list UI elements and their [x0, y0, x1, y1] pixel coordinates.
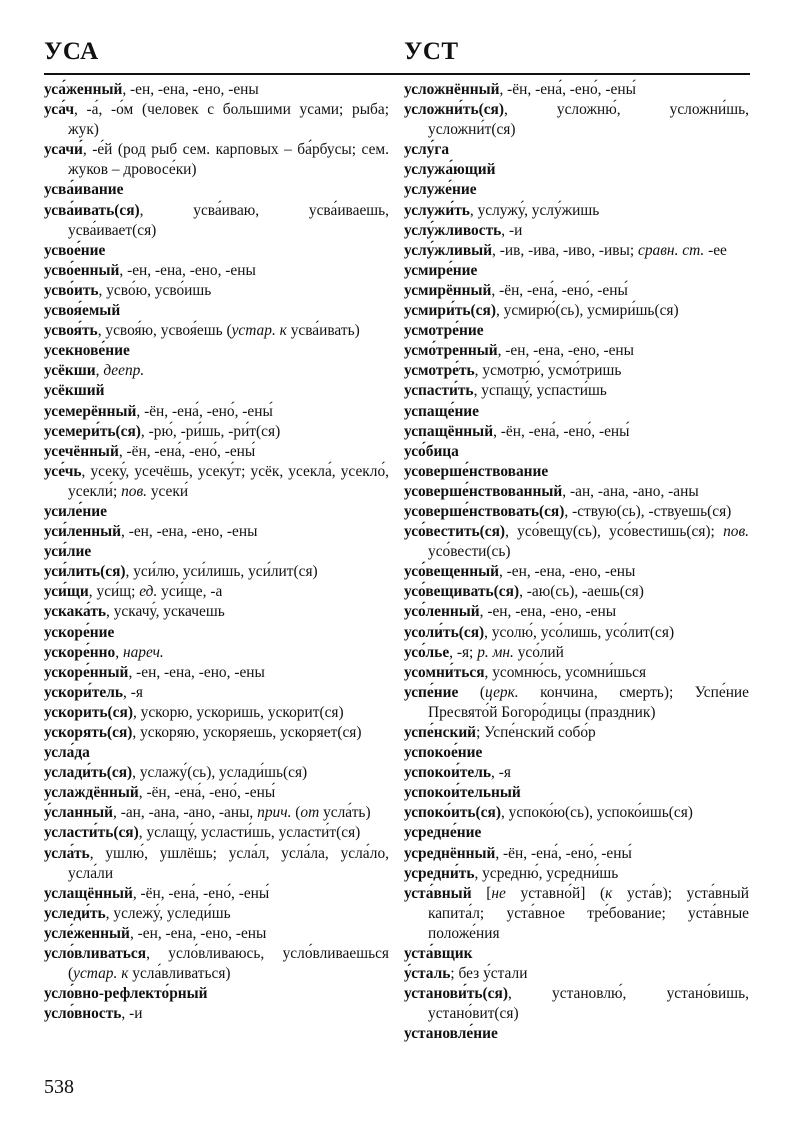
- headword: усечённый: [44, 442, 119, 460]
- entry-text: , -а́, -о́м (человек с большими усами; рыба; жук): [68, 101, 389, 139]
- entry-text: кончина, смерть); Успе́ние Пресвято́й Богоро́дицы (праздник): [428, 683, 749, 721]
- dictionary-entry: [44, 422, 389, 442]
- dictionary-entry: [44, 321, 389, 341]
- headword: уси́щи: [44, 583, 89, 601]
- entry-text: , усложню́, усложни́шь, усложни́т(ся): [428, 101, 749, 139]
- grammar-note: р. мн.: [477, 643, 514, 661]
- dictionary-entry: [404, 663, 749, 683]
- entry-text: , -ен, -ена, -ено, -ены: [498, 563, 636, 581]
- running-head-right: УСТ: [404, 38, 459, 65]
- headword: ускоре́нно: [44, 643, 116, 661]
- headword: усмирённый: [404, 281, 492, 299]
- headword: установле́ние: [404, 1025, 498, 1043]
- dictionary-entry: [404, 281, 749, 301]
- headword: успаще́ние: [404, 402, 480, 420]
- dictionary-entry: [404, 522, 749, 562]
- dictionary-entry: [404, 160, 749, 180]
- headword: успокое́ние: [404, 744, 483, 762]
- entry-text: , ускоряю, ускоряешь, ускоряет(ся): [132, 724, 362, 741]
- dictionary-entry: [44, 783, 389, 803]
- headword: усмо́тренный: [404, 342, 498, 360]
- dictionary-entry: [44, 80, 389, 100]
- grammar-note: пов.: [723, 523, 749, 541]
- dictionary-entry: [404, 1024, 749, 1044]
- entry-text: , -ён, -ена́, -ено́, -ены́: [491, 281, 628, 299]
- headword: усвое́ние: [44, 241, 106, 259]
- headword: усемерённый: [44, 402, 137, 420]
- entry-text: уставно́й] (: [505, 884, 606, 902]
- dictionary-entry: [44, 663, 389, 683]
- entry-text: , -и: [501, 221, 523, 239]
- headword: успокои́тель: [404, 764, 492, 782]
- dictionary-entry: [404, 482, 749, 502]
- grammar-note: деепр.: [103, 362, 145, 380]
- entry-text: усла́вливаться): [128, 965, 231, 983]
- dictionary-entry: [44, 844, 389, 884]
- dictionary-entry: [404, 884, 749, 944]
- entry-text: , -ен, -ена, -ено, -ены: [497, 342, 635, 360]
- entry-text: , -рю́, -ри́шь, -ри́т(ся): [140, 422, 281, 440]
- headword: уста́вщик: [404, 945, 473, 963]
- entry-text: , усредню́, усредни́шь: [474, 864, 619, 882]
- headword: усвоя́емый: [44, 302, 121, 320]
- dictionary-entry: [404, 341, 749, 361]
- headword: услужи́ть: [404, 201, 470, 219]
- dictionary-entry: [404, 462, 749, 482]
- entry-text: , услежу́, уследи́шь: [105, 904, 231, 922]
- headword: услу́жливый: [404, 241, 493, 259]
- entry-text: , уси́лю, уси́лишь, уси́лит(ся): [125, 563, 318, 581]
- grammar-note: сравн. ст.: [638, 241, 705, 259]
- entry-text: , ушлю́, ушлёшь; усла́л, усла́ла, усла́ло, усла́ли: [68, 844, 389, 882]
- headword: уса́ч: [44, 101, 74, 119]
- headword: усо́вещивать(ся): [404, 583, 520, 601]
- headword: усе́чь: [44, 462, 82, 480]
- entry-text: , -ён, -ена́, -ено́, -ены́: [499, 81, 636, 98]
- dictionary-entry: [44, 643, 389, 663]
- headword: ускоре́нный: [44, 663, 129, 681]
- entry-text: , услужу́, услу́жишь: [469, 201, 600, 219]
- entry-text: усва́ивать): [286, 322, 360, 340]
- dictionary-entry: [404, 623, 749, 643]
- dictionary-entry: [44, 180, 389, 200]
- dictionary-entry: [44, 743, 389, 763]
- entry-text: , -ен, -ена, -ено, -ены: [122, 81, 259, 98]
- entry-text: , усло́вливаюсь, усло́вливаешься (: [68, 945, 389, 983]
- dictionary-entry: [404, 241, 749, 261]
- dictionary-entry: [404, 321, 749, 341]
- headword: ускори́тель: [44, 683, 124, 701]
- entry-text: , -и: [121, 1005, 143, 1023]
- dictionary-entry: [44, 100, 389, 140]
- headword: усва́ивание: [44, 181, 124, 199]
- entry-text: , усмотрю́, усмо́тришь: [474, 362, 622, 380]
- headword: успе́ние: [404, 683, 459, 701]
- entry-text: ; без у́стали: [450, 965, 528, 983]
- headword: ускоре́ние: [44, 623, 115, 641]
- headword: усачи́: [44, 141, 83, 159]
- entry-text: , -я: [123, 683, 143, 701]
- entry-text: , -ен, -ена, -ено, -ены: [129, 924, 267, 942]
- header-rule: [44, 73, 750, 75]
- headword: усво́енный: [44, 261, 120, 279]
- headword: усо́вестить(ся): [404, 523, 506, 541]
- headword: услащённый: [44, 884, 133, 902]
- right-column: [404, 80, 749, 1045]
- headword: усредне́ние: [404, 824, 482, 842]
- entry-text: , усмирю́(сь), усмири́шь(ся): [495, 302, 679, 320]
- headword: усредни́ть: [404, 864, 475, 882]
- entry-text: , -ён, -ена́, -ено́, -ены́: [138, 784, 276, 802]
- dictionary-entry: [404, 803, 749, 823]
- headword: усо́лье: [404, 643, 450, 661]
- dictionary-entry: [44, 582, 389, 602]
- entry-text: уси́ще, -а: [157, 583, 223, 601]
- headword: услади́ть(ся): [44, 764, 133, 782]
- headword: усложни́ть(ся): [404, 101, 505, 119]
- headword: усво́ить: [44, 281, 99, 299]
- headword: усёкши: [44, 362, 96, 380]
- entry-text: ,: [95, 362, 104, 380]
- entry-text: , успащу́, успасти́шь: [473, 382, 607, 400]
- headword: уси́ленный: [44, 523, 122, 541]
- entry-text: , успоко́ю(сь), успоко́ишь(ся): [500, 804, 693, 822]
- dictionary-entry: [404, 361, 749, 381]
- dictionary-entry: [44, 140, 389, 180]
- grammar-note: от: [300, 804, 320, 822]
- headword: усмотре́ть: [404, 362, 475, 380]
- dictionary-entry: [404, 763, 749, 783]
- headword: усемери́ть(ся): [44, 422, 141, 440]
- headword: усмире́ние: [404, 261, 478, 279]
- dictionary-entry: [44, 1004, 389, 1024]
- headword: усва́ивать(ся): [44, 201, 140, 219]
- dictionary-entry: [404, 562, 749, 582]
- headword: у́сланный: [44, 804, 114, 822]
- dictionary-entry: [44, 261, 389, 281]
- headword: усоверше́нствовать(ся): [404, 502, 565, 520]
- entry-text: , -ён, -ена́, -ено́, -ены́: [136, 402, 273, 420]
- dictionary-entry: [404, 643, 749, 663]
- dictionary-entry: [44, 703, 389, 723]
- dictionary-entry: [404, 964, 749, 984]
- entry-text: , услажу́(сь), услади́шь(ся): [132, 764, 308, 782]
- headword: уста́вный: [404, 884, 472, 902]
- dictionary-entry: [404, 301, 749, 321]
- headword: услу́га: [404, 141, 450, 159]
- headword: ускорить(ся): [44, 703, 133, 721]
- dictionary-entry: [404, 602, 749, 622]
- dictionary-entry: [404, 783, 749, 803]
- entry-text: , ускачу́, ускачешь: [106, 603, 225, 621]
- dictionary-entry: [404, 402, 749, 422]
- dictionary-entry: [44, 241, 389, 261]
- entry-text: , усо́вещу(сь), усо́вестишь(ся);: [505, 523, 724, 541]
- headword: усмотре́ние: [404, 322, 484, 340]
- dictionary-entry: [404, 743, 749, 763]
- entry-text: , ускорю, ускоришь, ускорит(ся): [132, 703, 344, 721]
- headword: усоверше́нствованный: [404, 482, 563, 500]
- entry-text: усо́лий: [513, 643, 564, 661]
- headword: усло́вность: [44, 1005, 122, 1023]
- entry-text: , усомню́сь, усомни́шься: [484, 663, 647, 681]
- headword: успасти́ть: [404, 382, 474, 400]
- headword: ускорять(ся): [44, 724, 133, 741]
- left-column: [44, 80, 389, 1024]
- grammar-note: ед.: [139, 583, 158, 601]
- running-head-left: УСА: [44, 38, 99, 65]
- dictionary-entry: [44, 381, 389, 401]
- dictionary-entry: [404, 140, 749, 160]
- headword: услужа́ющий: [404, 161, 496, 179]
- headword: уса́женный: [44, 81, 123, 98]
- dictionary-entry: [44, 763, 389, 783]
- headword: уследи́ть: [44, 904, 106, 922]
- dictionary-entry: [44, 502, 389, 522]
- dictionary-entry: [44, 623, 389, 643]
- entry-text: , -ен, -ена, -ено, -ены: [479, 603, 617, 621]
- headword: усо́бица: [404, 442, 459, 460]
- dictionary-entry: [44, 944, 389, 984]
- entry-text: , -ен, -ена, -ено, -ены: [119, 261, 256, 279]
- entry-text: уста́в); уста́вный капита́л; уста́вное тре́бование; уста́вные положе́ния: [428, 884, 749, 942]
- headword: уси́лить(ся): [44, 563, 126, 581]
- entry-text: , -аю(сь), -аешь(ся): [519, 583, 644, 601]
- entry-text: , -ён, -ена́, -ено́, -ены́: [118, 442, 256, 460]
- headword: уси́лие: [44, 543, 92, 561]
- headword: усо́ленный: [404, 603, 480, 621]
- dictionary-entry: [44, 462, 389, 502]
- dictionary-entry: [44, 924, 389, 944]
- dictionary-entry: [404, 944, 749, 964]
- headword: усо́вещенный: [404, 563, 499, 581]
- entry-text: ; Успе́нский собо́р: [476, 724, 596, 741]
- entry-text: усла́ть): [319, 804, 371, 822]
- dictionary-entry: [44, 904, 389, 924]
- entry-text: , -ан, -ана, -ано, -аны: [562, 482, 699, 500]
- dictionary-entry: [404, 201, 749, 221]
- headword: усложнённый: [404, 81, 500, 98]
- entry-text: , -ен, -ена, -ено, -ены: [121, 523, 258, 541]
- entry-text: [: [471, 884, 492, 902]
- entry-text: , -ён, -ена́, -ено́, -ены́: [493, 422, 630, 440]
- dictionary-entry: [44, 201, 389, 241]
- dictionary-entry: [44, 542, 389, 562]
- grammar-note: церк.: [484, 683, 519, 701]
- headword: успоко́ить(ся): [404, 804, 501, 822]
- grammar-note: пов.: [121, 482, 147, 500]
- entry-text: , уси́щ;: [88, 583, 140, 601]
- entry-text: усо́вести(сь): [428, 543, 511, 561]
- headword: усле́женный: [44, 924, 130, 942]
- headword: усвоя́ть: [44, 322, 98, 340]
- dictionary-entry: [404, 984, 749, 1024]
- dictionary-entry: [44, 341, 389, 361]
- entry-text: -ее: [704, 241, 727, 259]
- entry-text: , усолю́, усо́лишь, усо́лит(ся): [484, 623, 675, 641]
- dictionary-entry: [404, 864, 749, 884]
- dictionary-entry: [404, 442, 749, 462]
- entry-text: , -ив, -ива, -иво, -ивы;: [492, 241, 639, 259]
- dictionary-entry: [44, 562, 389, 582]
- dictionary-entry: [404, 221, 749, 241]
- dictionary-entry: [44, 442, 389, 462]
- dictionary-entry: [44, 984, 389, 1004]
- headword: усреднённый: [404, 844, 496, 862]
- headword: успе́нский: [404, 724, 477, 741]
- dictionary-entry: [404, 582, 749, 602]
- headword: усло́вно-рефлекто́рный: [44, 985, 208, 1003]
- entry-text: , услащу́, усласти́шь, усласти́т(ся): [138, 824, 361, 842]
- headword: усло́вливаться: [44, 945, 147, 963]
- grammar-note: устар. к: [73, 965, 129, 983]
- headword: ускака́ть: [44, 603, 107, 621]
- entry-text: (: [291, 804, 301, 822]
- grammar-note: нареч.: [122, 643, 164, 661]
- dictionary-entry: [44, 683, 389, 703]
- headword: успащённый: [404, 422, 494, 440]
- headword: у́сталь: [404, 965, 451, 983]
- headword: услу́жливость: [404, 221, 502, 239]
- dictionary-entry: [44, 803, 389, 823]
- headword: успокои́тельный: [404, 784, 521, 802]
- dictionary-entry: [44, 823, 389, 843]
- entry-text: , -ан, -ана, -ано, -аны,: [113, 804, 258, 822]
- headword: усёкший: [44, 382, 105, 400]
- entry-text: , установлю́, устано́вишь, устано́вит(ся): [428, 985, 749, 1023]
- dictionary-entry: [404, 723, 749, 743]
- dictionary-entry: [404, 80, 749, 100]
- headword: услуже́ние: [404, 181, 477, 199]
- headword: услаждённый: [44, 784, 139, 802]
- dictionary-entry: [404, 422, 749, 442]
- dictionary-entry: [404, 502, 749, 522]
- dictionary-entry: [44, 723, 389, 743]
- headword: усмири́ть(ся): [404, 302, 496, 320]
- entry-text: , -я;: [449, 643, 478, 661]
- dictionary-entry: [44, 884, 389, 904]
- dictionary-entry: [404, 844, 749, 864]
- dictionary-entry: [44, 281, 389, 301]
- dictionary-entry: [404, 180, 749, 200]
- entry-text: , -е́й (род рыб сем. карповых – ба́рбусы; сем. жуков – дровосе́ки): [68, 141, 389, 179]
- dictionary-entry: [44, 602, 389, 622]
- headword: усоверше́нствование: [404, 462, 549, 480]
- dictionary-entry: [44, 301, 389, 321]
- entry-text: , -ствую(сь), -ствуешь(ся): [564, 502, 732, 520]
- headword: усоли́ть(ся): [404, 623, 485, 641]
- entry-text: усеки́: [147, 482, 189, 500]
- headword: усекнове́ние: [44, 342, 130, 360]
- grammar-note: к: [605, 884, 613, 902]
- headword: усиле́ние: [44, 502, 107, 520]
- headword: установи́ть(ся): [404, 985, 508, 1003]
- headword: усла́да: [44, 744, 90, 762]
- dictionary-entry: [404, 100, 749, 140]
- dictionary-entry: [404, 261, 749, 281]
- headword: усла́ть: [44, 844, 90, 862]
- dictionary-entry: [44, 402, 389, 422]
- entry-text: , усва́иваю, усва́иваешь, усва́ивает(ся): [68, 201, 389, 239]
- dictionary-entry: [44, 522, 389, 542]
- entry-text: , -ён, -ена́, -ено́, -ены́: [495, 844, 632, 862]
- dictionary-entry: [404, 823, 749, 843]
- entry-text: , усво́ю, усво́ишь: [98, 281, 212, 299]
- headword: усомни́ться: [404, 663, 485, 681]
- entry-text: , -я: [491, 764, 511, 782]
- entry-text: (: [458, 683, 485, 701]
- page-number: 538: [44, 1076, 74, 1098]
- entry-text: ,: [115, 643, 123, 661]
- grammar-note: устар. к: [231, 322, 287, 340]
- dictionary-entry: [404, 381, 749, 401]
- headword: усласти́ть(ся): [44, 824, 139, 842]
- dictionary-entry: [404, 683, 749, 723]
- entry-text: , усвоя́ю, усвоя́ешь (: [97, 322, 232, 340]
- entry-text: , -ен, -ена, -ено, -ены: [128, 663, 265, 681]
- entry-text: , -ён, -ена́, -ено́, -ены́: [132, 884, 270, 902]
- entry-text: , усеку́, усечёшь, усеку́т; усёк, усекла́, усекло́, усекли́;: [68, 462, 389, 500]
- grammar-note: не: [491, 884, 506, 902]
- grammar-note: прич.: [257, 804, 292, 822]
- dictionary-entry: [44, 361, 389, 381]
